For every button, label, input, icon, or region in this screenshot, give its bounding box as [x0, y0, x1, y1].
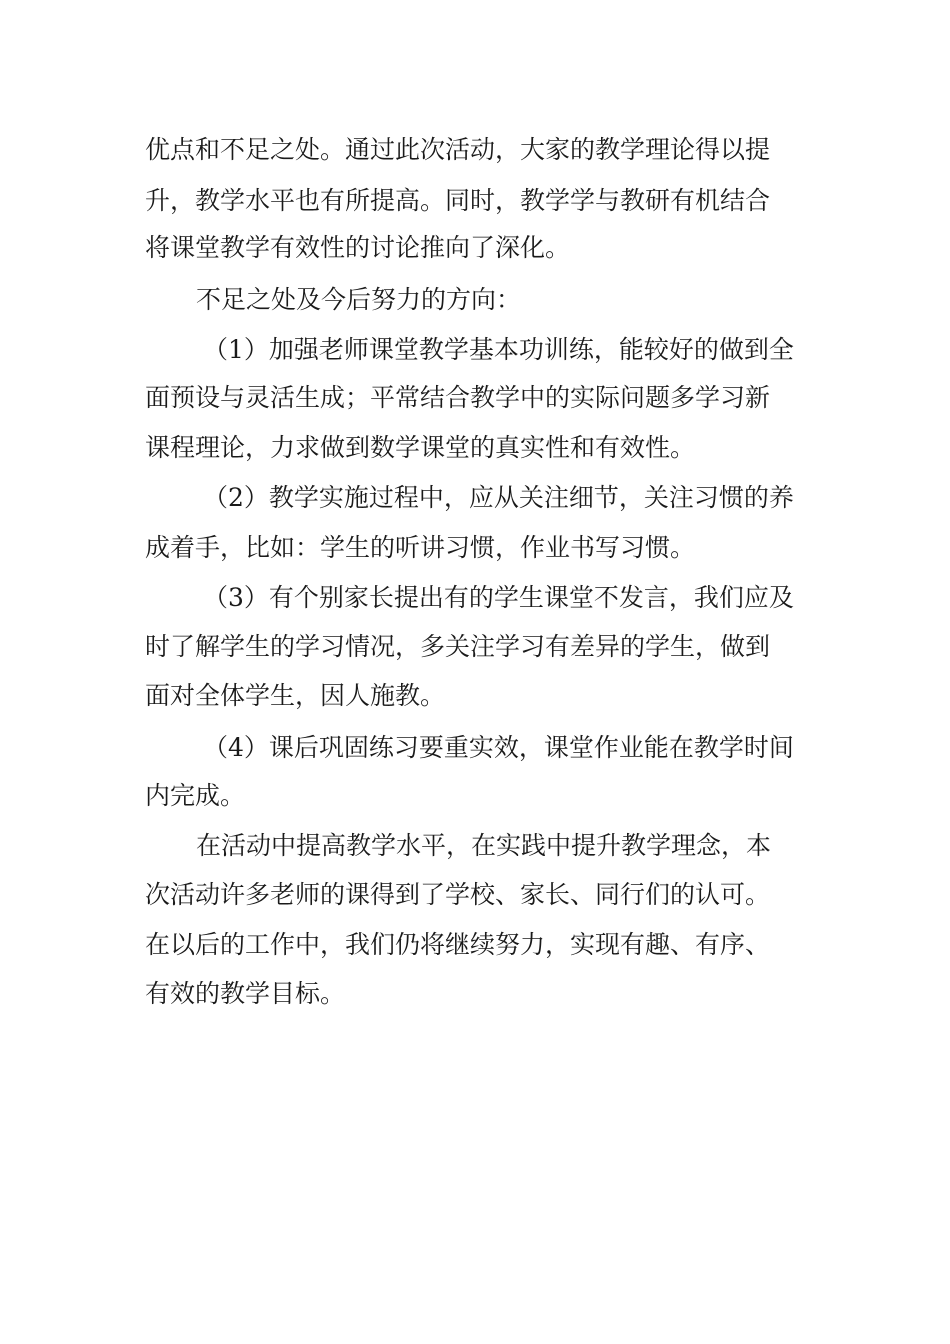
list-item-4-line: （4）课后巩固练习要重实效，课堂作业能在教学时间	[203, 733, 794, 762]
closing-paragraph-line: 在以后的工作中，我们仍将继续努力，实现有趣、有序、	[145, 930, 771, 959]
closing-paragraph-line: 有效的教学目标。	[145, 979, 346, 1008]
list-item-3-line: 时了解学生的学习情况，多关注学习有差异的学生，做到	[145, 632, 771, 661]
list-item-3-line: 面对全体学生，因人施教。	[145, 681, 446, 710]
paragraph-line: 优点和不足之处。通过此次活动，大家的教学理论得以提	[145, 135, 771, 164]
list-item-1-line: （1）加强老师课堂教学基本功训练，能较好的做到全	[203, 335, 794, 364]
closing-paragraph-line: 次活动许多老师的课得到了学校、家长、同行们的认可。	[145, 880, 771, 909]
closing-paragraph-line: 在活动中提高教学水平，在实践中提升教学理念，本	[196, 831, 772, 860]
list-item-1-line: 课程理论，力求做到数学课堂的真实性和有效性。	[145, 433, 696, 462]
list-item-2-line: 成着手，比如：学生的听讲习惯，作业书写习惯。	[145, 533, 696, 562]
list-item-3-line: （3）有个别家长提出有的学生课堂不发言，我们应及	[203, 583, 794, 612]
list-item-2-line: （2）教学实施过程中，应从关注细节，关注习惯的养	[203, 483, 794, 512]
list-item-1-line: 面预设与灵活生成；平常结合教学中的实际问题多学习新	[145, 383, 771, 412]
paragraph-line: 升，教学水平也有所提高。同时，教学学与教研有机结合	[145, 186, 771, 215]
section-heading: 不足之处及今后努力的方向：	[196, 285, 522, 314]
list-item-4-line: 内完成。	[145, 781, 246, 810]
paragraph-line: 将课堂教学有效性的讨论推向了深化。	[145, 233, 571, 262]
